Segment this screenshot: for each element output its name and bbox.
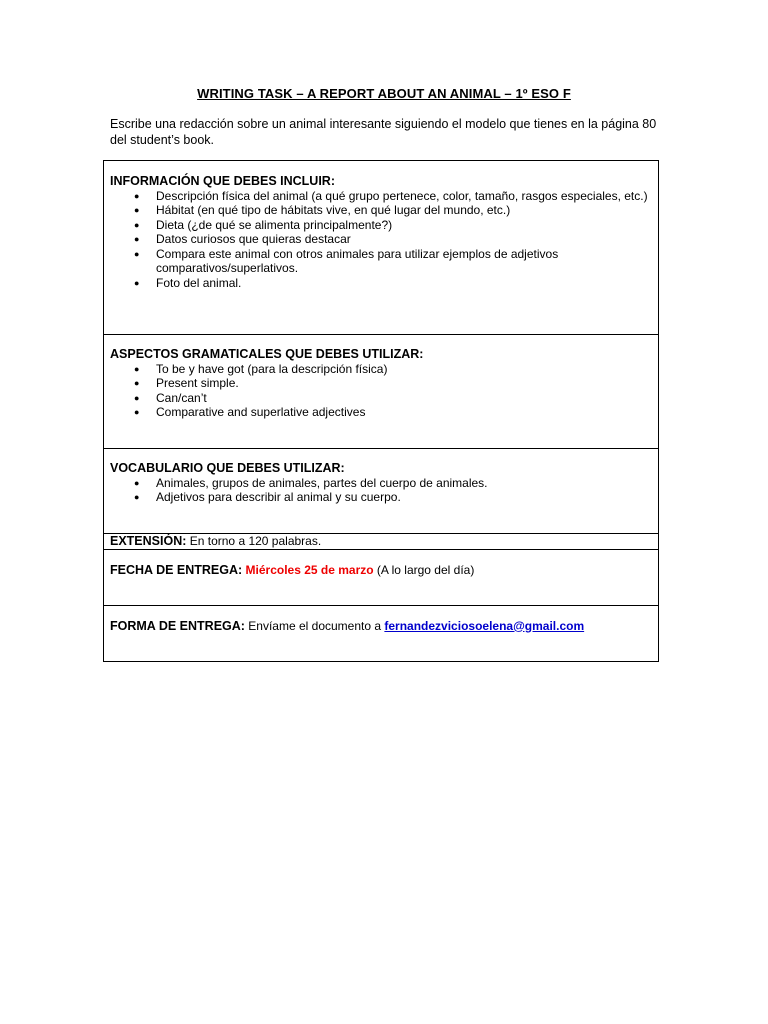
bullet-icon: ●	[134, 363, 140, 374]
list-item: ● Compara este animal con otros animales para utilizar ejemplos de adjetivos comparativos/superlativos.	[134, 246, 559, 275]
list-item: ● Can/can’t	[134, 390, 207, 405]
bullet-icon: ●	[134, 234, 140, 244]
bullet-icon: ●	[134, 277, 140, 288]
vocabulary-list	[110, 476, 652, 505]
section-info	[104, 161, 659, 335]
bullet-icon: ●	[134, 205, 140, 215]
section-heading-grammar: ASPECTOS GRAMATICALES QUE DEBES UTILIZAR:	[110, 347, 424, 361]
bullet-icon: ●	[134, 492, 140, 502]
bullet-icon: ●	[134, 477, 140, 488]
list-item: ● Adjetivos para describir al animal y su cuerpo.	[134, 490, 401, 504]
section-extension	[104, 534, 659, 550]
section-due-date	[104, 549, 659, 605]
extension-value: En torno a 120 palabras.	[186, 534, 322, 548]
list-item: ● Animales, grupos de animales, partes del cuerpo de animales.	[134, 475, 488, 490]
extension-label: EXTENSIÓN:	[110, 534, 187, 548]
list-item: ● Datos curiosos que quieras destacar	[134, 232, 351, 246]
section-grammar	[104, 335, 659, 449]
list-item: ● To be y have got (para la descripción física)	[134, 361, 388, 376]
bullet-icon: ●	[134, 219, 140, 230]
email-link[interactable]: fernandezviciosoelena@gmail.com	[384, 618, 585, 633]
list-item: ● Comparative and superlative adjectives	[134, 405, 366, 419]
bullet-icon: ●	[134, 407, 140, 417]
section-heading-info: INFORMACIÓN QUE DEBES INCLUIR:	[110, 174, 335, 188]
due-date-label: FECHA DE ENTREGA:	[110, 562, 243, 577]
due-date-note: (A lo largo del día)	[373, 562, 475, 577]
bullet-icon: ●	[134, 190, 140, 201]
list-item: ● Hábitat (en qué tipo de hábitats vive, en qué lugar del mundo, etc.)	[134, 203, 511, 217]
page-title: WRITING TASK – A REPORT ABOUT AN ANIMAL – 1º ESO F	[197, 86, 571, 101]
list-item: ● Dieta (¿de qué se alimenta principalmente?)	[134, 217, 393, 232]
section-vocabulary	[104, 449, 659, 534]
bullet-icon: ●	[134, 248, 140, 259]
grammar-list	[110, 362, 652, 420]
list-item: ● Foto del animal.	[134, 275, 242, 290]
info-list	[110, 189, 652, 291]
section-delivery	[104, 605, 659, 661]
bullet-icon: ●	[134, 378, 140, 388]
intro-paragraph: Escribe una redacción sobre un animal interesante siguiendo el modelo que tienes en la página 80 del student’s book.	[110, 117, 657, 147]
task-table	[103, 160, 659, 662]
due-date-value: Miércoles 25 de marzo	[245, 562, 374, 577]
section-heading-vocabulary: VOCABULARIO QUE DEBES UTILIZAR:	[110, 461, 345, 475]
delivery-text: Envíame el documento a	[244, 618, 385, 633]
list-item: ● Present simple.	[134, 376, 239, 390]
bullet-icon: ●	[134, 392, 140, 403]
list-item: ● Descripción física del animal (a qué grupo pertenece, color, tamaño, rasgos especiales, etc.)	[134, 188, 648, 203]
delivery-label: FORMA DE ENTREGA:	[110, 618, 245, 633]
